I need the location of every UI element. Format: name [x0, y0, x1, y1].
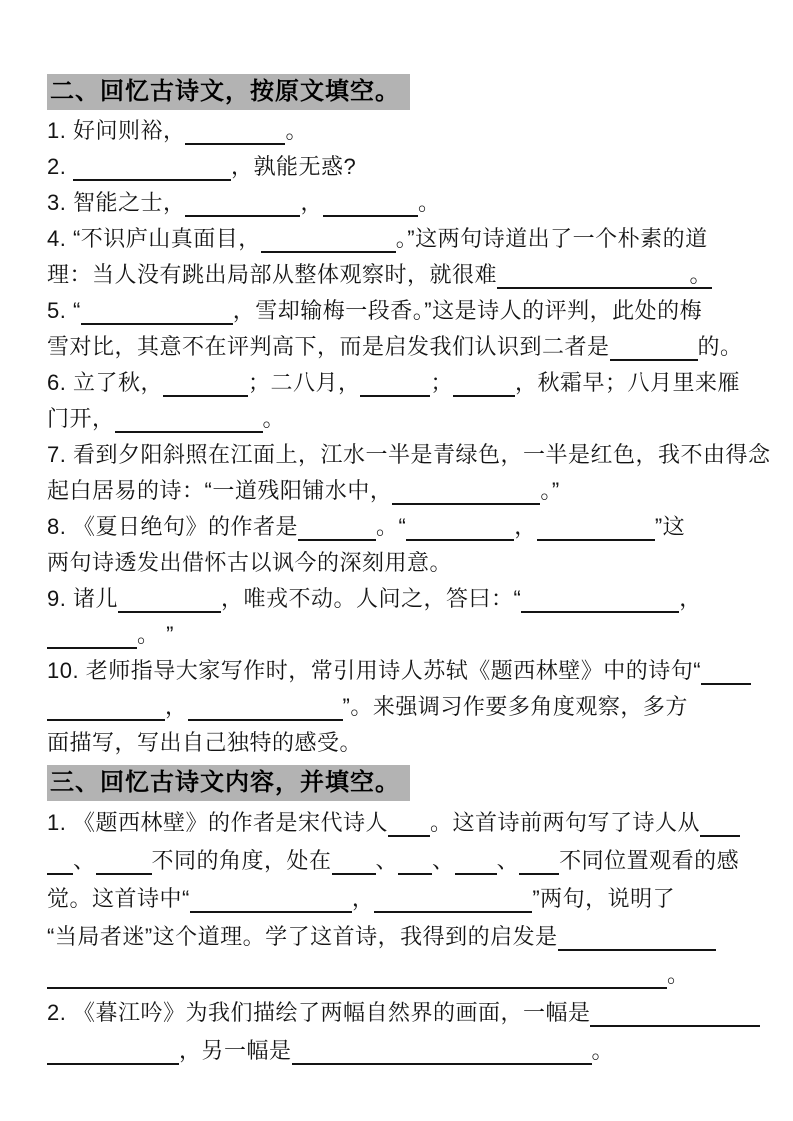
line-text: 的。	[697, 334, 743, 359]
line-text: 。”	[540, 478, 560, 503]
line-text: 。这首诗前两句写了诗人从	[429, 810, 700, 835]
section-2	[47, 74, 771, 761]
section-3-header: 三、回忆古诗文内容，并填空。	[47, 765, 410, 801]
fill-blank	[374, 887, 532, 913]
line-text: 1. 《题西林壁》的作者是宋代诗人	[47, 810, 388, 835]
fill-blank	[185, 191, 300, 217]
worksheet-line	[47, 365, 753, 401]
line-text: 。“	[375, 514, 407, 539]
line-text: 9. 诸儿	[47, 586, 118, 611]
fill-blank	[521, 587, 679, 613]
line-text: 。”这两句诗道出了一个朴素的道	[395, 226, 708, 251]
worksheet-line	[47, 842, 753, 880]
line-text: ；二八月，	[247, 370, 361, 395]
line-text: 5. “	[47, 298, 81, 323]
worksheet-line	[47, 113, 753, 149]
fill-blank	[188, 695, 343, 721]
section-3	[47, 765, 753, 1070]
line-text: 。	[417, 190, 441, 215]
worksheet-line	[47, 437, 771, 473]
line-text: 门开，	[47, 406, 115, 431]
line-text: 。	[285, 118, 308, 143]
fill-blank	[406, 515, 514, 541]
line-text: 1. 好问则裕，	[47, 118, 186, 143]
worksheet-line	[47, 653, 753, 689]
line-text: 、	[496, 848, 520, 873]
fill-blank	[190, 887, 352, 913]
fill-blank	[115, 407, 263, 433]
line-text: 。	[667, 962, 690, 987]
fill-blank	[398, 849, 432, 875]
fill-blank	[73, 155, 231, 181]
line-text: 2.	[47, 154, 73, 179]
line-text: ，	[351, 886, 375, 911]
line-text: 7. 看到夕阳斜照在江面上，江水一半是青绿色，一半是红色，我不由得念	[47, 442, 771, 467]
worksheet-line	[47, 545, 753, 581]
worksheet-line	[47, 293, 753, 329]
fill-blank	[701, 659, 751, 685]
fill-blank	[332, 849, 376, 875]
worksheet-line	[47, 994, 753, 1032]
line-text: 理：当人没有跳出局部从整体观察时，就很难	[47, 262, 498, 287]
line-text: 、	[375, 848, 399, 873]
line-text: ，秋霜早；八月里来雁	[515, 370, 741, 395]
worksheet-line	[47, 689, 753, 725]
line-text: 。	[262, 406, 286, 431]
line-text: ，另一幅是	[179, 1038, 292, 1063]
fill-blank	[360, 371, 430, 397]
line-text: 觉。这首诗中“	[47, 886, 190, 911]
worksheet-line	[47, 185, 753, 221]
line-text: ”。来强调习作要多角度观察，多方	[342, 694, 688, 719]
line-text: 6. 立了秋，	[47, 370, 163, 395]
line-text: 起白居易的诗：“一道残阳铺水中，	[47, 478, 393, 503]
fill-blank	[47, 695, 165, 721]
worksheet-line	[47, 880, 753, 918]
worksheet-line	[47, 956, 753, 994]
worksheet-line	[47, 1032, 753, 1070]
fill-blank	[47, 1039, 179, 1065]
fill-blank	[392, 479, 540, 505]
line-text: ，雪却输梅一段香。”这是诗人的评判，此处的梅	[232, 298, 703, 323]
fill-blank	[537, 515, 655, 541]
line-text: 两句诗透发出借怀古以讽今的深刻用意。	[47, 550, 453, 575]
line-text: 不同位置观看的感	[559, 848, 740, 873]
fill-blank	[455, 849, 497, 875]
worksheet-line	[47, 804, 753, 842]
worksheet-line	[47, 581, 753, 617]
section-2-header: 二、回忆古诗文，按原文填空。	[47, 74, 410, 110]
fill-blank: ​ 。	[497, 263, 712, 289]
line-text: ，孰能无惑?	[230, 154, 357, 179]
line-text: ”两句，说明了	[532, 886, 676, 911]
line-text: ，	[679, 586, 702, 611]
line-text: 。	[591, 1038, 615, 1063]
line-text: 、	[432, 848, 455, 873]
fill-blank	[118, 587, 221, 613]
line-text: ，	[300, 190, 323, 215]
fill-blank	[590, 1001, 760, 1027]
worksheet-line	[47, 725, 753, 761]
fill-blank	[47, 963, 667, 989]
line-text: ，	[165, 694, 188, 719]
fill-blank	[610, 335, 698, 361]
fill-blank	[47, 849, 73, 875]
worksheet-line	[47, 617, 753, 653]
fill-blank	[700, 811, 740, 837]
line-text: 3. 智能之士，	[47, 190, 186, 215]
line-text: 不同的角度，处在	[151, 848, 332, 873]
fill-blank	[47, 623, 137, 649]
line-text: 8. 《夏日绝句》的作者是	[47, 514, 298, 539]
line-text: 。 ”	[137, 622, 174, 647]
line-text: “当局者迷”这个道理。学了这首诗，我得到的启发是	[47, 924, 558, 949]
fill-blank	[519, 849, 559, 875]
section-3-lines	[47, 804, 753, 1070]
section-2-lines	[47, 113, 771, 761]
fill-blank	[261, 227, 396, 253]
fill-blank	[96, 849, 152, 875]
worksheet-line	[47, 257, 753, 293]
line-text: ”这	[654, 514, 686, 539]
worksheet-line	[47, 918, 753, 956]
line-text: ，	[514, 514, 537, 539]
line-text: 10. 老师指导大家写作时，常引用诗人苏轼《题西林壁》中的诗句“	[47, 658, 702, 683]
line-text: 、	[73, 848, 96, 873]
worksheet-line	[47, 221, 753, 257]
fill-blank	[163, 371, 248, 397]
line-text: ，唯戎不动。人问之，答曰：“	[220, 586, 522, 611]
worksheet-line	[47, 149, 753, 185]
fill-blank	[558, 925, 716, 951]
fill-blank	[298, 515, 376, 541]
line-text: 雪对比，其意不在评判高下，而是启发我们认识到二者是	[47, 334, 610, 359]
fill-blank	[388, 811, 430, 837]
line-text: ；	[430, 370, 453, 395]
fill-blank	[81, 299, 233, 325]
line-text: 面描写，写出自己独特的感受。	[47, 730, 363, 755]
fill-blank	[323, 191, 418, 217]
worksheet-line	[47, 401, 753, 437]
fill-blank	[292, 1039, 592, 1065]
line-text: 4. “不识庐山真面目，	[47, 226, 261, 251]
worksheet-line	[47, 509, 753, 545]
fill-blank	[453, 371, 515, 397]
worksheet-line	[47, 329, 753, 365]
fill-blank	[185, 119, 285, 145]
line-text: 2. 《暮江吟》为我们描绘了两幅自然界的画面，一幅是	[47, 1000, 591, 1025]
worksheet-line	[47, 473, 753, 509]
